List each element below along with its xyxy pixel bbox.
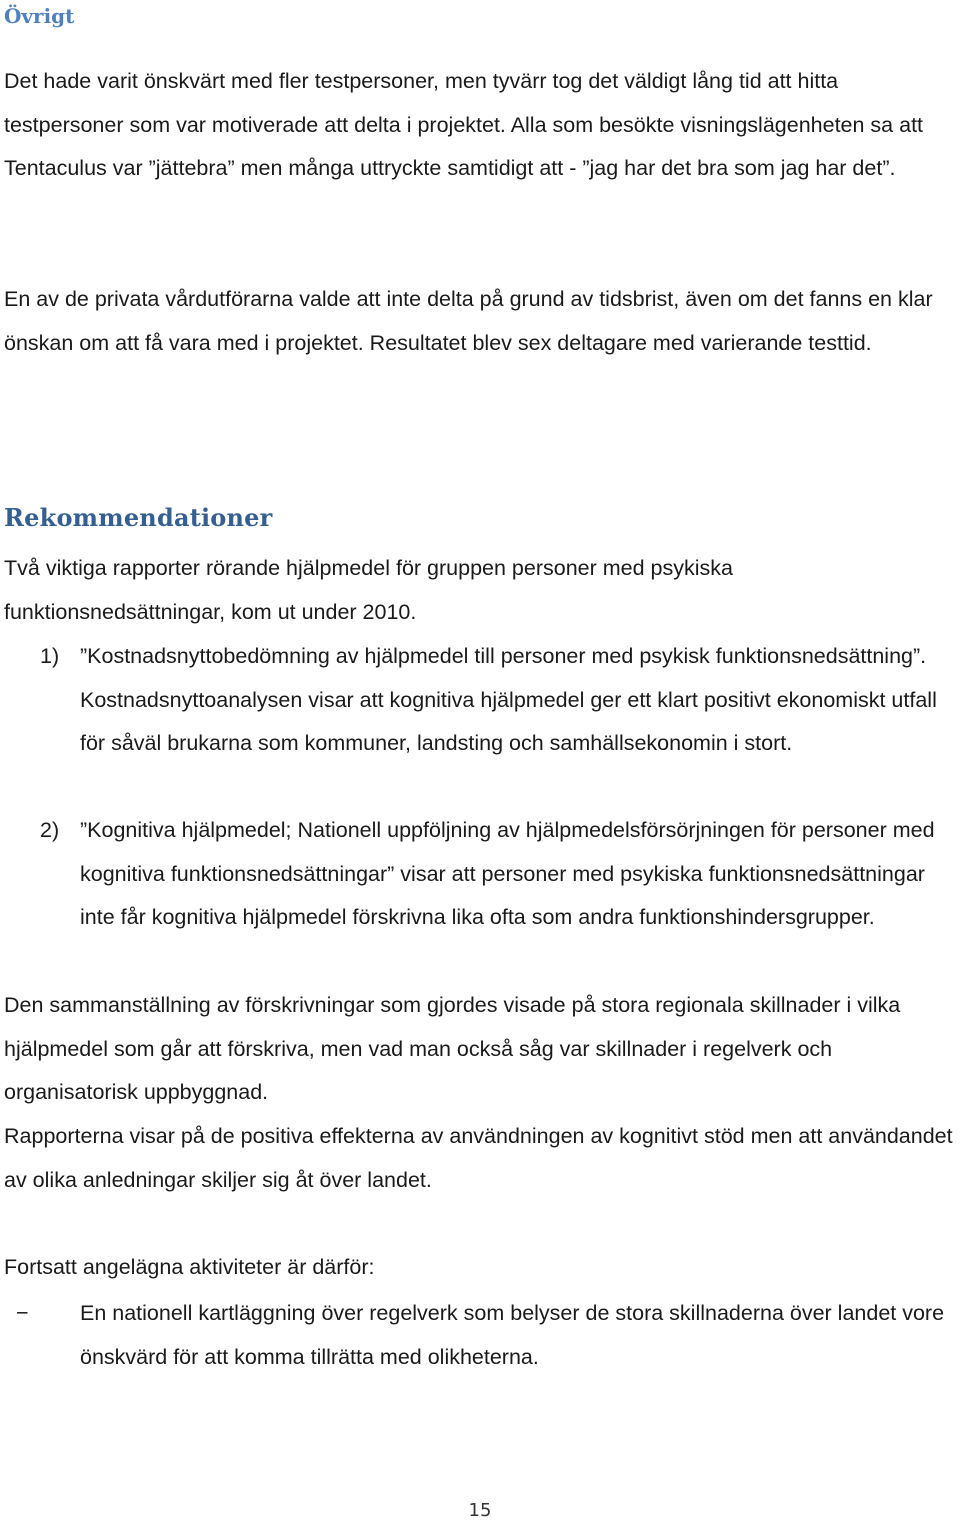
paragraph-testpersoner: Det hade varit önskvärt med fler testpersoner, men tyvärr tog det väldigt lång tid att hitta testpersoner som var motiverade att delta i projektet. Alla som besökte visningslägenheten sa att Tentaculus var ”jättebra” men många uttryckte samtidigt att - ”jag har det bra som jag har det”. (4, 69, 924, 181)
paragraph-vardutforare: En av de privata vårdutförarna valde att inte delta på grund av tidsbrist, även om det fanns en klar önskan om att få vara med i projektet. Resultatet blev sex deltagare med varierande testtid. (4, 287, 933, 355)
list-number: 1) (40, 644, 60, 668)
list-number: 2) (40, 818, 60, 842)
list-item-text: ”Kognitiva hjälpmedel; Nationell uppföljning av hjälpmedelsförsörjningen för personer med kognitiva funktionsnedsättningar” visar att personer med psykiska funktionsnedsättningar inte får kognitiva hjälpmedel förskrivna lika ofta som andra funktionshindersgrupper. (80, 818, 935, 930)
paragraph-positiva-effekter: Rapporterna visar på de positiva effekterna av användningen av kognitivt stöd men att användandet av olika anledningar skiljer sig åt över landet. (4, 1124, 953, 1192)
paragraph-sammanstallning: Den sammanställning av förskrivningar som gjordes visade på stora regionala skillnader i vilka hjälpmedel som går att förskriva, men vad man också såg var skillnader i regelverk och organisatorisk uppbyggnad. (4, 993, 901, 1105)
section-heading-ovrigt: Övrigt (4, 4, 75, 28)
list-item-text: ”Kostnadsnyttobedömning av hjälpmedel till personer med psykisk funktionsnedsättning”. Kostnadsnyttoanalysen visar att kognitiva hjälpmedel ger ett klart positivt ekonomiskt utfall för såväl brukarna som kommuner, landsting och samhällsekonomin i stort. (80, 644, 937, 756)
paragraph-aktiviteter-intro: Fortsatt angelägna aktiviteter är därför: (4, 1255, 375, 1279)
page-number: 15 (468, 1500, 492, 1521)
list-item-text: En nationell kartläggning över regelverk som belyser de stora skillnaderna över landet vore önskvärd för att komma tillrätta med olikheterna. (80, 1301, 945, 1369)
bullet-marker: − (16, 1301, 29, 1325)
paragraph-rapporter-intro: Två viktiga rapporter rörande hjälpmedel för gruppen personer med psykiska funktionsnedsättningar, kom ut under 2010. (4, 556, 733, 624)
section-heading-rekommendationer: Rekommendationer (4, 503, 273, 532)
